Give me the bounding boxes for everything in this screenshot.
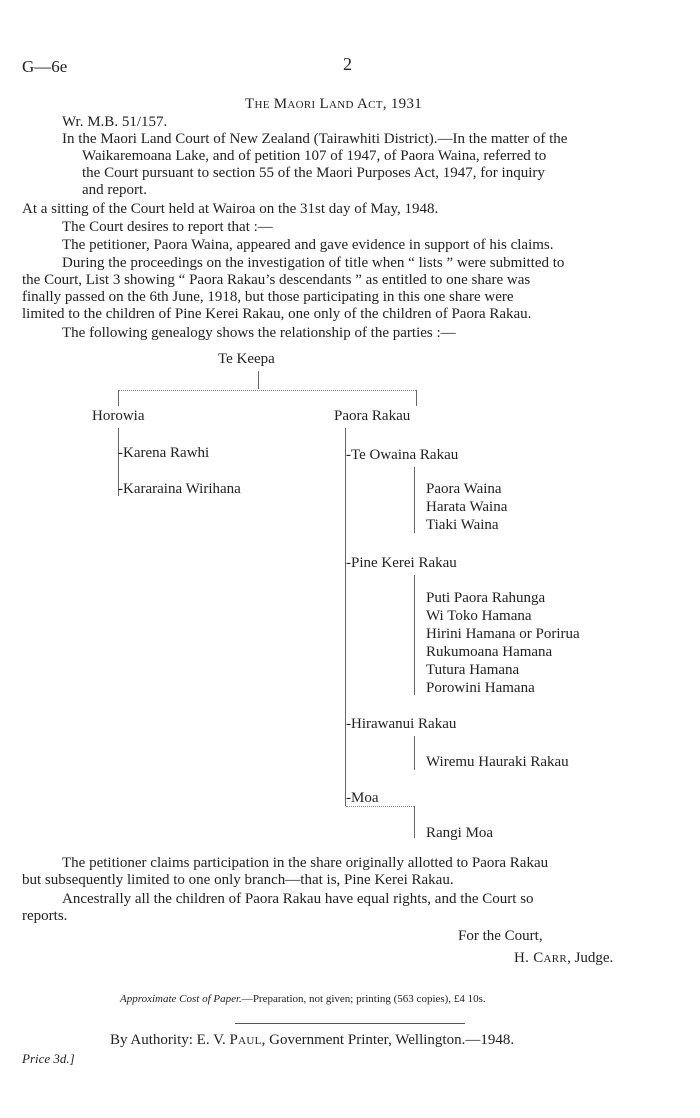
pine-branch-line xyxy=(414,575,415,695)
moa-connector xyxy=(414,806,415,838)
judge-signature xyxy=(514,950,613,967)
paora-child-pine: -Pine Kerei Rakau xyxy=(346,555,457,571)
authority-line xyxy=(110,1032,514,1049)
owaina-child: Tiaki Waina xyxy=(426,517,499,533)
root-branch-line xyxy=(118,390,416,391)
proceedings-line: finally passed on the 6th June, 1918, but those participating in this one share were xyxy=(22,289,514,305)
sitting-line: At a sitting of the Court held at Wairoa on the 31st day of May, 1948. xyxy=(22,201,439,217)
page-code: G—6e xyxy=(22,57,68,76)
proceedings-line: During the proceedings on the investigation of title when “ lists ” were submitted to xyxy=(62,255,565,271)
for-the-court: For the Court, xyxy=(458,928,543,944)
owaina-child: Paora Waina xyxy=(426,481,502,497)
reference: Wr. M.B. 51/157. xyxy=(62,114,168,130)
horowia-connector xyxy=(118,390,119,406)
cost-label: Approximate Cost of Paper. xyxy=(120,993,242,1005)
genealogy-root: Te Keepa xyxy=(218,351,275,367)
cost-text: —Preparation, not given; printing (563 copies), £4 10s. xyxy=(241,993,486,1005)
proceedings-line: limited to the children of Pine Kerei Rakau, one only of the children of Paora Rakau. xyxy=(22,306,532,322)
authority-text: By Authority: E. V. xyxy=(110,1032,230,1048)
genealogy-paora-rakau: Paora Rakau xyxy=(334,408,411,424)
owaina-branch-line xyxy=(414,467,415,533)
petitioner-line: The petitioner, Paora Waina, appeared and gave evidence in support of his claims. xyxy=(62,237,554,253)
judge-name: H. Carr xyxy=(514,950,568,966)
ancestrally-line: Ancestrally all the children of Paora Rakau have equal rights, and the Court so xyxy=(62,891,534,907)
moa-branch-line xyxy=(346,806,414,807)
proceedings-line: the Court, List 3 showing “ Paora Rakau’s descendants ” as entitled to one share was xyxy=(22,272,531,288)
court-desires: The Court desires to report that :— xyxy=(62,219,273,235)
matter-line: Waikaremoana Lake, and of petition 107 of 1947, of Paora Waina, referred to xyxy=(82,148,547,164)
matter-line: In the Maori Land Court of New Zealand (Tairawhiti District).—In the matter of the xyxy=(62,131,568,147)
act-title: The Maori Land Act, 1931 xyxy=(245,96,423,112)
pine-child: Puti Paora Rahunga xyxy=(426,590,546,606)
pine-child: Tutura Hamana xyxy=(426,662,520,678)
authority-rest: , Government Printer, Wellington.—1948. xyxy=(261,1032,515,1048)
pine-child: Porowini Hamana xyxy=(426,680,535,696)
genealogy-horowia: Horowia xyxy=(92,408,145,424)
claims-line: but subsequently limited to one only branch—that is, Pine Kerei Rakau. xyxy=(22,872,454,888)
cost-of-paper xyxy=(120,991,486,1008)
judge-title: , Judge. xyxy=(567,950,614,966)
owaina-child: Harata Waina xyxy=(426,499,508,515)
paora-child-owaina: -Te Owaina Rakau xyxy=(346,447,459,463)
footer-rule xyxy=(235,1023,465,1024)
matter-line: and report. xyxy=(82,182,147,198)
paora-connector xyxy=(416,390,417,406)
root-connector xyxy=(258,371,259,389)
page-number: 2 xyxy=(343,54,352,74)
claims-line: The petitioner claims participation in the share originally allotted to Paora Rakau xyxy=(62,855,549,871)
horowia-child: -Karena Rawhi xyxy=(118,445,210,461)
genealogy-intro: The following genealogy shows the relationship of the parties :— xyxy=(62,325,456,341)
paora-child-hirawanui: -Hirawanui Rakau xyxy=(346,716,457,732)
hirawanui-child: Wiremu Hauraki Rakau xyxy=(426,754,569,770)
pine-child: Rukumoana Hamana xyxy=(426,644,553,660)
price: Price 3d.] xyxy=(22,1051,75,1066)
moa-child: Rangi Moa xyxy=(426,825,494,841)
matter-line: the Court pursuant to section 55 of the Maori Purposes Act, 1947, for inquiry xyxy=(82,165,545,181)
pine-child: Wi Toko Hamana xyxy=(426,608,532,624)
hirawanui-branch-line xyxy=(414,736,415,770)
horowia-child: -Kararaina Wirihana xyxy=(118,481,241,497)
paora-branch-line xyxy=(345,428,346,806)
pine-child: Hirini Hamana or Porirua xyxy=(426,626,580,642)
paora-child-moa: -Moa xyxy=(346,790,379,806)
ancestrally-line: reports. xyxy=(22,908,68,924)
printer-name: Paul xyxy=(229,1032,262,1048)
